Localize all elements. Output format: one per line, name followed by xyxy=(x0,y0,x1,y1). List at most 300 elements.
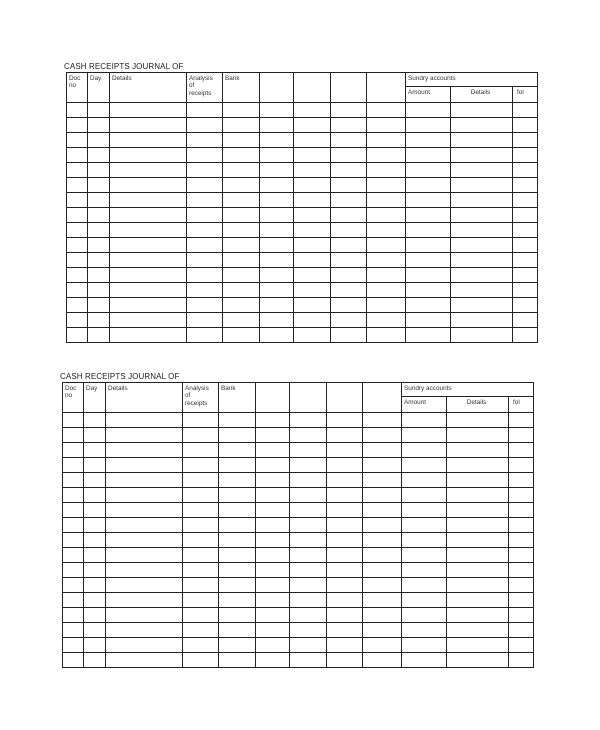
blank-1-cell xyxy=(256,518,290,533)
table-row xyxy=(63,488,534,503)
details-cell xyxy=(110,193,187,208)
fol-cell xyxy=(513,328,538,343)
bank-cell xyxy=(219,533,256,548)
amount-cell xyxy=(406,163,451,178)
blank-3-cell xyxy=(331,178,367,193)
fol-cell xyxy=(513,103,538,118)
blank-3-cell xyxy=(331,253,367,268)
blank-header xyxy=(363,383,402,413)
table-row xyxy=(67,193,538,208)
analysis-cell xyxy=(187,148,223,163)
amount-cell xyxy=(402,533,447,548)
blank-2-cell xyxy=(290,413,327,428)
blank-2-cell xyxy=(290,473,327,488)
blank-4-cell xyxy=(367,208,406,223)
details-cell xyxy=(106,608,183,623)
table-row xyxy=(63,578,534,593)
bank-cell xyxy=(223,118,260,133)
bank-cell xyxy=(219,593,256,608)
table-row xyxy=(67,148,538,163)
doc-no-cell xyxy=(67,238,88,253)
blank-header xyxy=(331,73,367,103)
sundry-details-cell xyxy=(451,238,513,253)
blank-4-cell xyxy=(367,193,406,208)
blank-1-cell xyxy=(260,268,294,283)
fol-cell xyxy=(513,163,538,178)
table-row xyxy=(67,118,538,133)
sundry-details-cell xyxy=(447,638,509,653)
amount-cell xyxy=(406,148,451,163)
analysis-cell xyxy=(183,653,219,668)
sundry-details-cell xyxy=(451,223,513,238)
day-cell xyxy=(84,428,106,443)
amount-cell xyxy=(406,283,451,298)
bank-cell xyxy=(219,653,256,668)
doc-no-cell xyxy=(63,593,84,608)
day-header: Day xyxy=(88,73,110,103)
details-cell xyxy=(110,223,187,238)
day-cell xyxy=(88,178,110,193)
blank-2-cell xyxy=(290,608,327,623)
blank-1-cell xyxy=(256,578,290,593)
fol-cell xyxy=(509,488,534,503)
table-row xyxy=(67,328,538,343)
fol-cell xyxy=(509,653,534,668)
blank-1-cell xyxy=(260,193,294,208)
blank-3-cell xyxy=(327,413,363,428)
analysis-cell xyxy=(187,133,223,148)
blank-3-cell xyxy=(331,118,367,133)
blank-2-cell xyxy=(290,518,327,533)
table-row xyxy=(63,653,534,668)
details-cell xyxy=(106,533,183,548)
day-cell xyxy=(88,328,110,343)
blank-4-cell xyxy=(363,518,402,533)
details-cell xyxy=(106,428,183,443)
day-cell xyxy=(84,533,106,548)
day-cell xyxy=(84,563,106,578)
blank-1-cell xyxy=(256,638,290,653)
bank-cell xyxy=(219,443,256,458)
blank-1-cell xyxy=(260,163,294,178)
fol-cell xyxy=(509,458,534,473)
blank-1-cell xyxy=(256,473,290,488)
table-row xyxy=(67,268,538,283)
blank-1-cell xyxy=(256,488,290,503)
blank-3-cell xyxy=(331,283,367,298)
bank-cell xyxy=(223,268,260,283)
blank-3-cell xyxy=(327,428,363,443)
sundry-details-cell xyxy=(447,578,509,593)
doc-no-cell xyxy=(63,458,84,473)
blank-3-cell xyxy=(331,193,367,208)
day-cell xyxy=(88,193,110,208)
bank-cell xyxy=(223,313,260,328)
table-row xyxy=(67,178,538,193)
doc-no-cell xyxy=(67,103,88,118)
doc-no-cell xyxy=(67,133,88,148)
details-cell xyxy=(110,238,187,253)
fol-cell xyxy=(509,638,534,653)
details-cell xyxy=(106,653,183,668)
blank-4-cell xyxy=(363,578,402,593)
blank-2-cell xyxy=(294,223,331,238)
details-cell xyxy=(110,283,187,298)
analysis-cell xyxy=(187,163,223,178)
amount-cell xyxy=(402,428,447,443)
doc-no-cell xyxy=(67,193,88,208)
analysis-cell xyxy=(183,578,219,593)
table-row xyxy=(67,283,538,298)
amount-cell xyxy=(406,103,451,118)
bank-cell xyxy=(219,488,256,503)
blank-1-cell xyxy=(256,428,290,443)
blank-4-cell xyxy=(367,178,406,193)
sundry-details-cell xyxy=(451,133,513,148)
blank-2-cell xyxy=(290,548,327,563)
doc-no-header: Doc no xyxy=(67,73,88,103)
table-row xyxy=(63,503,534,518)
sundry-details-cell xyxy=(451,253,513,268)
blank-4-cell xyxy=(363,443,402,458)
day-cell xyxy=(88,298,110,313)
blank-2-cell xyxy=(290,623,327,638)
blank-2-cell xyxy=(290,443,327,458)
fol-cell xyxy=(509,473,534,488)
bank-cell xyxy=(219,428,256,443)
blank-1-cell xyxy=(256,548,290,563)
blank-3-cell xyxy=(331,298,367,313)
blank-2-cell xyxy=(294,148,331,163)
blank-1-cell xyxy=(260,208,294,223)
bank-cell xyxy=(223,193,260,208)
amount-cell xyxy=(406,298,451,313)
bank-cell xyxy=(219,563,256,578)
amount-cell xyxy=(402,593,447,608)
blank-2-cell xyxy=(294,328,331,343)
day-cell xyxy=(84,548,106,563)
blank-2-cell xyxy=(290,503,327,518)
analysis-cell xyxy=(183,593,219,608)
blank-1-cell xyxy=(256,413,290,428)
sundry-details-header: Details xyxy=(451,87,513,103)
analysis-cell xyxy=(187,298,223,313)
blank-2-cell xyxy=(290,488,327,503)
blank-4-cell xyxy=(367,103,406,118)
sundry-details-cell xyxy=(451,283,513,298)
day-cell xyxy=(84,578,106,593)
blank-1-cell xyxy=(260,253,294,268)
analysis-header: Analysis of receipts xyxy=(187,73,223,103)
blank-3-cell xyxy=(327,638,363,653)
blank-4-cell xyxy=(363,563,402,578)
analysis-cell xyxy=(187,103,223,118)
day-cell xyxy=(84,608,106,623)
analysis-cell xyxy=(187,178,223,193)
blank-2-cell xyxy=(290,533,327,548)
blank-2-cell xyxy=(294,298,331,313)
doc-no-cell xyxy=(67,268,88,283)
bank-cell xyxy=(219,413,256,428)
blank-4-cell xyxy=(363,533,402,548)
details-cell xyxy=(110,328,187,343)
details-cell xyxy=(110,148,187,163)
details-cell xyxy=(110,313,187,328)
doc-no-cell xyxy=(63,653,84,668)
blank-2-cell xyxy=(294,253,331,268)
bank-cell xyxy=(219,608,256,623)
fol-cell xyxy=(509,608,534,623)
blank-3-cell xyxy=(327,593,363,608)
table-row xyxy=(63,533,534,548)
analysis-cell xyxy=(187,253,223,268)
doc-no-cell xyxy=(67,163,88,178)
bank-cell xyxy=(219,548,256,563)
doc-no-cell xyxy=(63,623,84,638)
table-row xyxy=(63,608,534,623)
blank-4-cell xyxy=(363,488,402,503)
sundry-details-cell xyxy=(451,298,513,313)
fol-cell xyxy=(509,548,534,563)
blank-4-cell xyxy=(363,653,402,668)
fol-cell xyxy=(509,623,534,638)
details-cell xyxy=(106,578,183,593)
details-header: Details xyxy=(110,73,187,103)
bank-cell xyxy=(219,458,256,473)
blank-3-cell xyxy=(327,608,363,623)
doc-no-cell xyxy=(67,328,88,343)
sundry-details-cell xyxy=(451,103,513,118)
bank-cell xyxy=(223,283,260,298)
blank-3-cell xyxy=(331,238,367,253)
blank-2-cell xyxy=(294,163,331,178)
analysis-header: Analysis of receipts xyxy=(183,383,219,413)
blank-4-cell xyxy=(367,283,406,298)
blank-4-cell xyxy=(367,328,406,343)
journal-table xyxy=(66,72,538,343)
bank-cell xyxy=(223,253,260,268)
fol-cell xyxy=(513,148,538,163)
table-row xyxy=(63,593,534,608)
details-cell xyxy=(106,458,183,473)
details-cell xyxy=(110,178,187,193)
blank-2-cell xyxy=(290,578,327,593)
analysis-cell xyxy=(183,473,219,488)
sundry-details-cell xyxy=(447,488,509,503)
blank-2-cell xyxy=(294,178,331,193)
fol-cell xyxy=(513,253,538,268)
doc-no-cell xyxy=(67,283,88,298)
bank-header: Bank xyxy=(219,383,256,413)
blank-1-cell xyxy=(260,118,294,133)
bank-cell xyxy=(223,163,260,178)
analysis-cell xyxy=(183,623,219,638)
sundry-details-cell xyxy=(447,443,509,458)
blank-1-cell xyxy=(256,563,290,578)
day-cell xyxy=(84,638,106,653)
blank-1-cell xyxy=(256,623,290,638)
fol-cell xyxy=(509,533,534,548)
fol-cell xyxy=(513,133,538,148)
blank-4-cell xyxy=(363,503,402,518)
details-cell xyxy=(106,413,183,428)
analysis-cell xyxy=(183,413,219,428)
sundry-details-cell xyxy=(447,413,509,428)
blank-4-cell xyxy=(363,458,402,473)
blank-1-cell xyxy=(260,313,294,328)
sundry-details-cell xyxy=(451,313,513,328)
day-cell xyxy=(84,413,106,428)
blank-4-cell xyxy=(363,548,402,563)
amount-cell xyxy=(402,458,447,473)
doc-no-cell xyxy=(63,548,84,563)
sundry-details-cell xyxy=(451,193,513,208)
doc-no-header: Doc no xyxy=(63,383,84,413)
blank-header xyxy=(367,73,406,103)
day-cell xyxy=(84,473,106,488)
details-cell xyxy=(106,503,183,518)
bank-cell xyxy=(219,473,256,488)
blank-2-cell xyxy=(294,268,331,283)
amount-cell xyxy=(406,178,451,193)
sundry-details-cell xyxy=(447,458,509,473)
bank-cell xyxy=(223,103,260,118)
details-cell xyxy=(106,638,183,653)
doc-no-cell xyxy=(63,503,84,518)
blank-1-cell xyxy=(256,503,290,518)
blank-3-cell xyxy=(327,488,363,503)
amount-cell xyxy=(402,608,447,623)
day-cell xyxy=(88,103,110,118)
sundry-details-cell xyxy=(447,653,509,668)
doc-no-cell xyxy=(67,178,88,193)
table-row xyxy=(67,223,538,238)
day-cell xyxy=(88,208,110,223)
amount-cell xyxy=(406,268,451,283)
blank-4-cell xyxy=(363,473,402,488)
amount-cell xyxy=(402,563,447,578)
blank-1-cell xyxy=(260,103,294,118)
details-cell xyxy=(110,163,187,178)
blank-4-cell xyxy=(367,298,406,313)
analysis-cell xyxy=(187,238,223,253)
blank-1-cell xyxy=(260,298,294,313)
analysis-cell xyxy=(187,313,223,328)
blank-3-cell xyxy=(331,163,367,178)
doc-no-cell xyxy=(67,148,88,163)
fol-cell xyxy=(509,428,534,443)
table-row xyxy=(63,638,534,653)
sundry-details-cell xyxy=(447,518,509,533)
doc-no-cell xyxy=(67,298,88,313)
amount-cell xyxy=(402,503,447,518)
details-cell xyxy=(106,488,183,503)
analysis-cell xyxy=(183,518,219,533)
day-cell xyxy=(88,163,110,178)
table-row xyxy=(63,548,534,563)
blank-3-cell xyxy=(327,458,363,473)
amount-cell xyxy=(402,518,447,533)
blank-4-cell xyxy=(367,163,406,178)
fol-cell xyxy=(513,193,538,208)
table-row xyxy=(63,473,534,488)
bank-cell xyxy=(219,638,256,653)
sundry-details-cell xyxy=(447,563,509,578)
blank-3-cell xyxy=(331,328,367,343)
blank-2-cell xyxy=(294,103,331,118)
analysis-cell xyxy=(183,503,219,518)
doc-no-cell xyxy=(63,518,84,533)
details-header: Details xyxy=(106,383,183,413)
bank-header: Bank xyxy=(223,73,260,103)
blank-4-cell xyxy=(367,133,406,148)
sundry-details-cell xyxy=(447,503,509,518)
amount-cell xyxy=(402,443,447,458)
blank-4-cell xyxy=(367,223,406,238)
analysis-cell xyxy=(187,268,223,283)
day-cell xyxy=(84,443,106,458)
blank-3-cell xyxy=(327,473,363,488)
fol-cell xyxy=(513,268,538,283)
amount-cell xyxy=(406,238,451,253)
analysis-cell xyxy=(183,563,219,578)
fol-cell xyxy=(513,313,538,328)
doc-no-cell xyxy=(63,428,84,443)
amount-cell xyxy=(402,653,447,668)
day-header: Day xyxy=(84,383,106,413)
amount-header: Amount xyxy=(406,87,451,103)
table-row xyxy=(63,413,534,428)
blank-3-cell xyxy=(331,313,367,328)
table-row xyxy=(67,163,538,178)
doc-no-cell xyxy=(67,223,88,238)
blank-4-cell xyxy=(363,638,402,653)
bank-cell xyxy=(223,238,260,253)
day-cell xyxy=(88,268,110,283)
amount-cell xyxy=(406,223,451,238)
details-cell xyxy=(106,473,183,488)
blank-4-cell xyxy=(367,238,406,253)
blank-3-cell xyxy=(331,103,367,118)
sundry-details-cell xyxy=(447,623,509,638)
table-row xyxy=(63,428,534,443)
sundry-details-cell xyxy=(447,533,509,548)
amount-cell xyxy=(406,328,451,343)
blank-1-cell xyxy=(260,283,294,298)
fol-cell xyxy=(509,593,534,608)
details-cell xyxy=(110,253,187,268)
blank-3-cell xyxy=(331,268,367,283)
blank-1-cell xyxy=(256,443,290,458)
amount-cell xyxy=(406,193,451,208)
analysis-cell xyxy=(187,118,223,133)
sundry-details-cell xyxy=(451,328,513,343)
doc-no-cell xyxy=(63,533,84,548)
blank-4-cell xyxy=(367,313,406,328)
fol-cell xyxy=(509,578,534,593)
day-cell xyxy=(88,133,110,148)
details-cell xyxy=(106,443,183,458)
analysis-cell xyxy=(187,223,223,238)
details-cell xyxy=(110,103,187,118)
sundry-details-cell xyxy=(451,118,513,133)
table-row xyxy=(63,518,534,533)
blank-2-cell xyxy=(290,593,327,608)
day-cell xyxy=(88,223,110,238)
day-cell xyxy=(88,148,110,163)
sundry-accounts-header: Sundry accounts xyxy=(402,383,534,397)
sundry-details-cell xyxy=(447,473,509,488)
